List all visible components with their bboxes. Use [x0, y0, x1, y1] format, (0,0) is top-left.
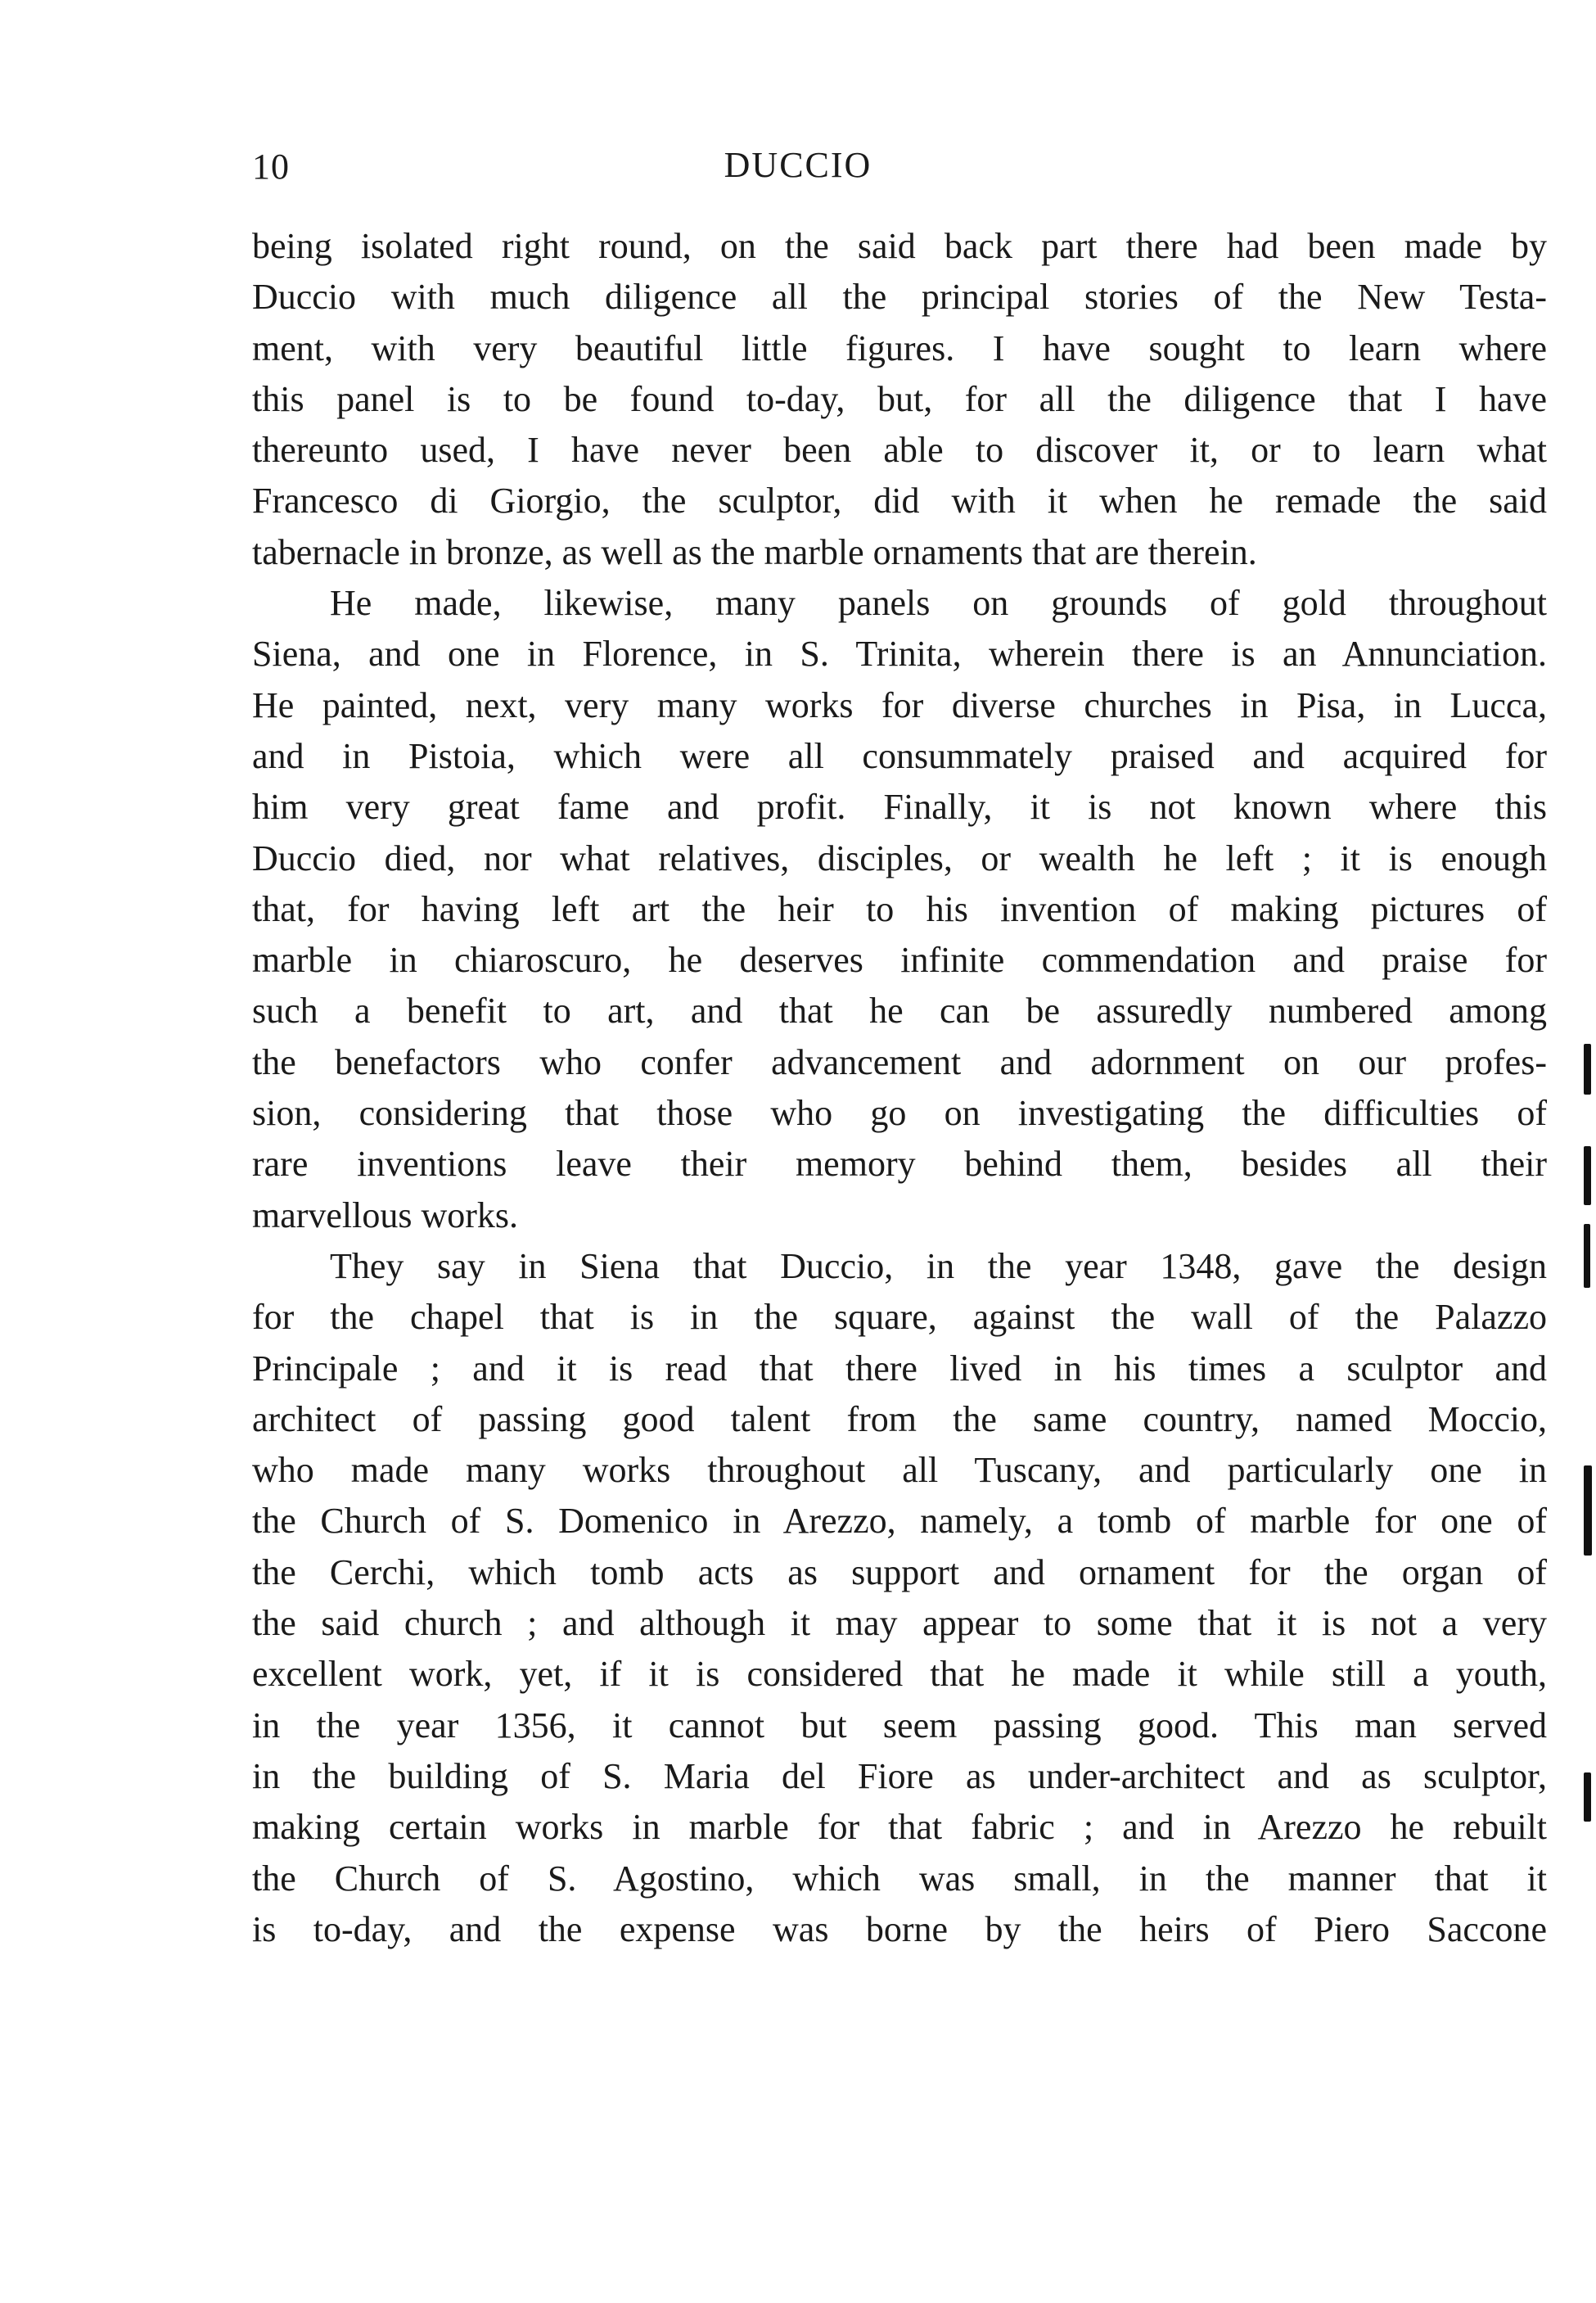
text-line: the Church of S. Agostino, which was small, in the manner that it: [252, 1858, 1547, 1899]
text-line: that, for having left art the heir to his invention of making pictures of: [252, 888, 1547, 929]
running-head: DUCCIO: [724, 145, 872, 185]
text-line: marvellous works.: [252, 1194, 519, 1235]
text-line: rare inventions leave their memory behind them, besides all their: [252, 1144, 1547, 1185]
text-line: Duccio with much diligence all the principal stories of the New Testa-: [252, 277, 1547, 318]
text-line: excellent work, yet, if it is considered that he made it while still a youth,: [252, 1654, 1547, 1695]
text-line: the Church of S. Domenico in Arezzo, namely, a tomb of marble for one of: [252, 1501, 1547, 1542]
page-number: 10: [252, 147, 290, 187]
text-line: the Cerchi, which tomb acts as support and ornament for the organ of: [252, 1551, 1547, 1592]
text-line: and in Pistoia, which were all consummately praised and acquired for: [252, 735, 1547, 776]
text-line: for the chapel that is in the square, against the wall of the Palazzo: [252, 1297, 1547, 1338]
scan-edge-mark: [1584, 1224, 1590, 1288]
text-line: He made, likewise, many panels on grounds of gold throughout: [330, 583, 1547, 624]
scan-edge-mark: [1584, 1465, 1592, 1556]
body-text: [252, 221, 1547, 1955]
text-line: Duccio died, nor what relatives, disciples, or wealth he left ; it is enough: [252, 838, 1547, 878]
text-line: him very great fame and profit. Finally, it is not known where this: [252, 787, 1547, 828]
scan-edge-mark: [1584, 1044, 1591, 1095]
text-line: this panel is to be found to-day, but, for all the diligence that I have: [252, 378, 1547, 419]
text-line: making certain works in marble for that fabric ; and in Arezzo he rebuilt: [252, 1807, 1547, 1848]
text-line: sion, considering that those who go on investigating the difficulties of: [252, 1093, 1547, 1134]
text-line: thereunto used, I have never been able to discover it, or to learn what: [252, 430, 1547, 471]
text-line: They say in Siena that Duccio, in the year 1348, gave the design: [330, 1245, 1547, 1286]
text-line: in the building of S. Maria del Fiore as under-architect and as sculptor,: [252, 1755, 1547, 1796]
scan-edge-mark: [1584, 1772, 1591, 1822]
text-line: the said church ; and although it may appear to some that it is not a very: [252, 1603, 1547, 1644]
text-line: who made many works throughout all Tuscany, and particularly one in: [252, 1450, 1547, 1491]
scan-edge-mark: [1584, 1146, 1591, 1205]
text-line: Siena, and one in Florence, in S. Trinita, wherein there is an Annunciation.: [252, 634, 1547, 675]
text-line: ment, with very beautiful little figures. I have sought to learn where: [252, 327, 1547, 368]
text-line: such a benefit to art, and that he can be assuredly numbered among: [252, 991, 1547, 1032]
text-line: architect of passing good talent from the same country, named Moccio,: [252, 1398, 1547, 1439]
text-line: tabernacle in bronze, as well as the marble ornaments that are therein.: [252, 531, 1257, 572]
text-line: in the year 1356, it cannot but seem passing good. This man served: [252, 1705, 1547, 1745]
text-line: He painted, next, very many works for diverse churches in Pisa, in Lucca,: [252, 684, 1547, 725]
text-line: marble in chiaroscuro, he deserves infinite commendation and praise for: [252, 940, 1547, 981]
text-line: the benefactors who confer advancement and adornment on our profes-: [252, 1041, 1547, 1082]
text-line: Principale ; and it is read that there lived in his times a sculptor and: [252, 1348, 1547, 1389]
text-line: Francesco di Giorgio, the sculptor, did with it when he remade the said: [252, 481, 1547, 522]
text-line: is to-day, and the expense was borne by the heirs of Piero Saccone: [252, 1908, 1547, 1949]
text-line: being isolated right round, on the said back part there had been made by: [252, 226, 1547, 266]
